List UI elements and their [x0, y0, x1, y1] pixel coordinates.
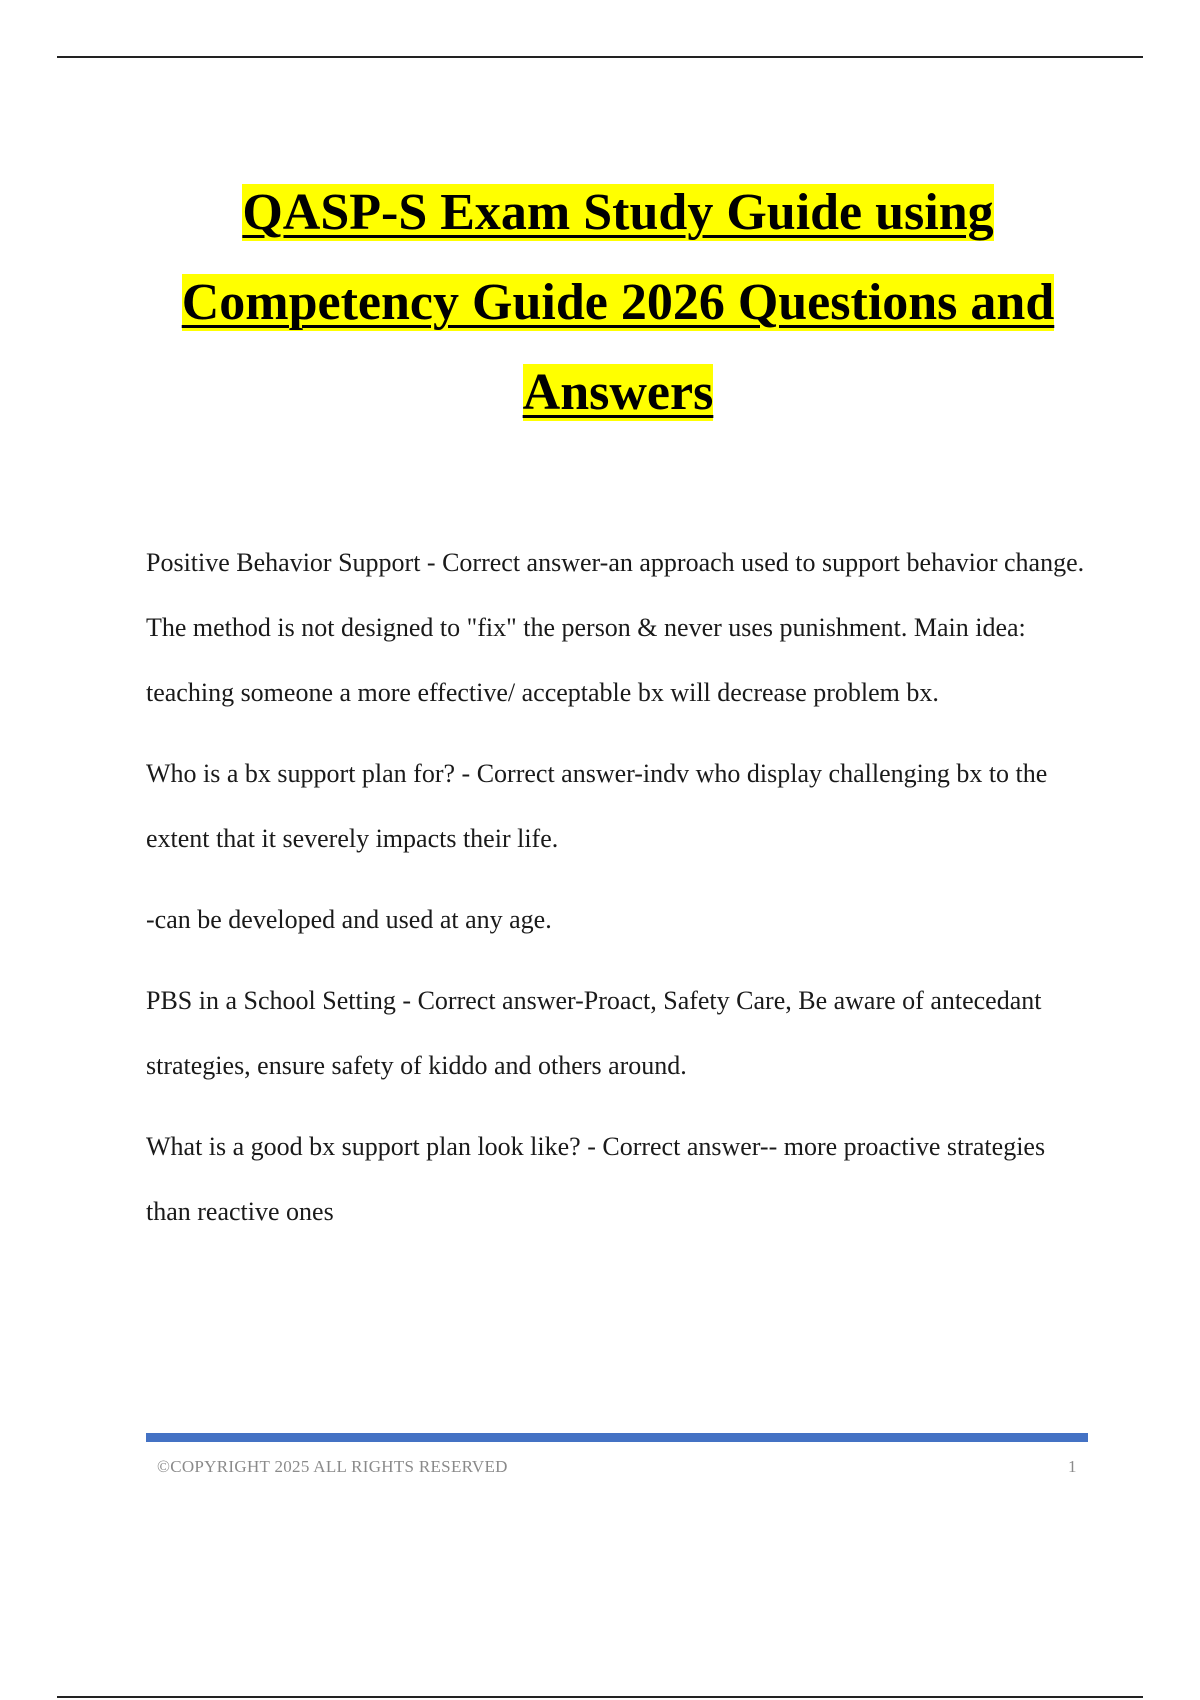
title-line-2: Competency Guide 2026 Questions and	[181, 274, 1055, 331]
document-body	[146, 530, 1096, 1260]
top-rule	[57, 56, 1143, 58]
footer-bar	[146, 1433, 1088, 1442]
footer-copyright: ©COPYRIGHT 2025 ALL RIGHTS RESERVED	[157, 1457, 508, 1476]
qa-paragraph-positive-behavior-support: Positive Behavior Support - Correct answer-an approach used to support behavior change. The method is not designed to "fix" the person & never uses punishment. Main idea: teaching someone a more effective/ acceptable bx will decrease problem bx.	[146, 548, 1085, 707]
qa-paragraph-any-age: -can be developed and used at any age.	[146, 905, 552, 934]
bottom-rule	[57, 1696, 1143, 1698]
title-line-1: QASP-S Exam Study Guide using	[242, 184, 994, 241]
qa-paragraph-good-bx-support-plan: What is a good bx support plan look like? - Correct answer-- more proactive strategies than reactive ones	[146, 1132, 1046, 1226]
qa-paragraph-pbs-school-setting: PBS in a School Setting - Correct answer-Proact, Safety Care, Be aware of antecedant strategies, ensure safety of kiddo and others around.	[146, 986, 1042, 1080]
footer-page-number: 1	[1068, 1457, 1077, 1476]
title-line-3: Answers	[522, 364, 714, 421]
qa-paragraph-bx-support-plan-for: Who is a bx support plan for? - Correct answer-indv who display challenging bx to the extent that it severely impacts their life.	[146, 759, 1048, 853]
document-title	[120, 168, 1116, 438]
